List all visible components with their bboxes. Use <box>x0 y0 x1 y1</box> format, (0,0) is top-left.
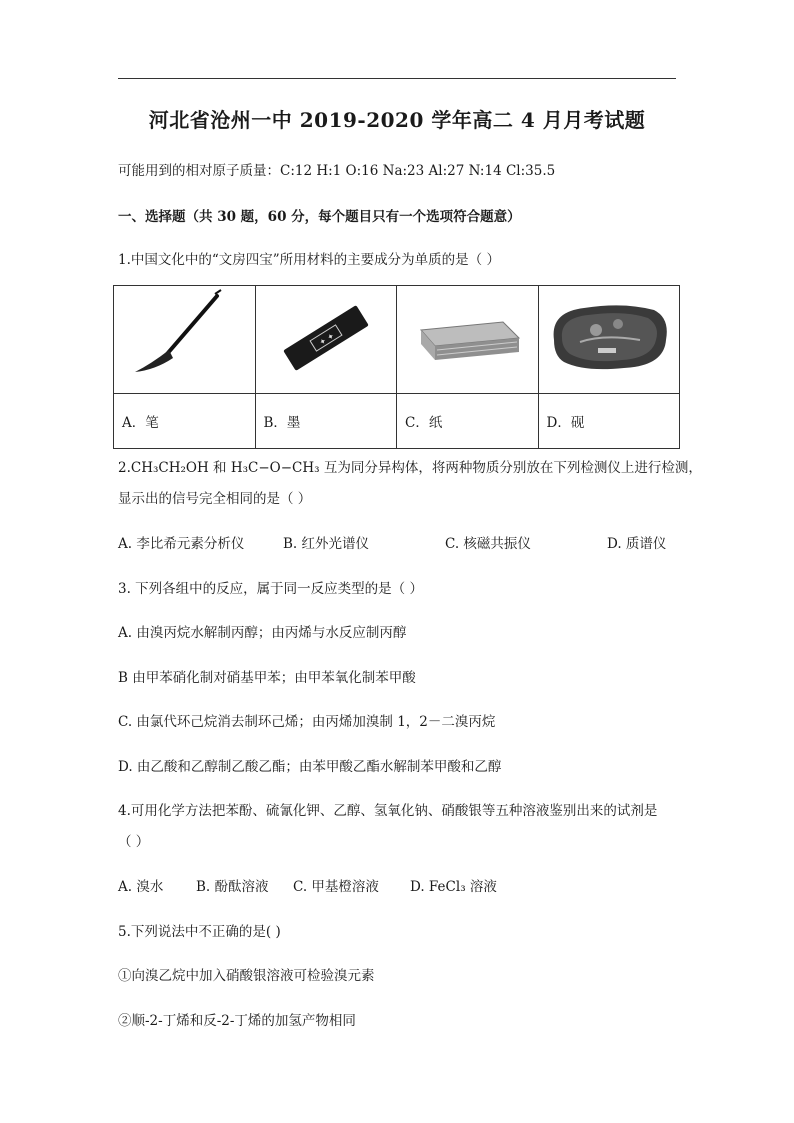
q2-stem-line2: 显示出的信号完全相同的是（ ） <box>118 491 312 507</box>
q2-option-d: D. 质谱仪 <box>607 536 667 552</box>
q1-stem: 1.中国文化中的“文房四宝”所用材料的主要成分为单质的是（ ） <box>118 252 500 268</box>
q1-option-d-image <box>538 286 680 394</box>
q1-option-c: C．纸 <box>397 394 539 449</box>
q1-option-a-image <box>114 286 256 394</box>
brush-icon <box>129 288 239 388</box>
q4-option-a: A. 溴水 <box>118 879 164 895</box>
ink-stick-icon <box>271 288 381 388</box>
q3-option-b: B 由甲苯硝化制对硝基甲苯；由甲苯氧化制苯甲酸 <box>118 670 416 686</box>
q2-option-a: A. 李比希元素分析仪 <box>118 536 245 552</box>
q2-option-b: B. 红外光谱仪 <box>283 536 370 552</box>
q4-stem-line2: （ ） <box>118 834 150 850</box>
q3-option-c: C. 由氯代环己烷消去制环己烯；由丙烯加溴制 1，2－二溴丙烷 <box>118 714 496 730</box>
q2-option-c: C. 核磁共振仪 <box>445 536 531 552</box>
section-heading: 一、选择题（共 30 题，60 分，每个题目只有一个选项符合题意） <box>118 209 521 225</box>
svg-text:✦ ✦: ✦ ✦ <box>317 330 336 347</box>
q1-options-table <box>113 285 680 449</box>
q3-stem: 3. 下列各组中的反应，属于同一反应类型的是（ ） <box>118 581 423 597</box>
q4-stem-line1: 4.可用化学方法把苯酚、硫氰化钾、乙醇、氢氧化钠、硝酸银等五种溶液鉴别出来的试剂是 <box>118 803 658 819</box>
q5-stem: 5.下列说法中不正确的是( ) <box>118 924 281 940</box>
q5-item-1: ①向溴乙烷中加入硝酸银溶液可检验溴元素 <box>118 968 375 984</box>
atomic-masses: 可能用到的相对原子质量：C:12 H:1 O:16 Na:23 Al:27 N:14 Cl:35.5 <box>118 163 556 179</box>
q4-option-c: C. 甲基橙溶液 <box>293 879 379 895</box>
q1-option-b: B．墨 <box>255 394 397 449</box>
inkstone-icon <box>544 288 674 388</box>
q4-option-d: D. FeCl₃ 溶液 <box>410 879 497 895</box>
q3-option-a: A. 由溴丙烷水解制丙醇；由丙烯与水反应制丙醇 <box>118 625 407 641</box>
paper-stack-icon <box>407 288 527 388</box>
q4-option-b: B. 酚酞溶液 <box>196 879 269 895</box>
q1-option-a: A．笔 <box>114 394 256 449</box>
q1-option-c-image <box>397 286 539 394</box>
q1-option-d: D．砚 <box>538 394 680 449</box>
q5-item-2: ②顺-2-丁烯和反-2-丁烯的加氢产物相同 <box>118 1013 356 1029</box>
q2-stem-line1: 2.CH₃CH₂OH 和 H₃C−O−CH₃ 互为同分异构体，将两种物质分别放在下列检测仪上进行检测， <box>118 460 702 476</box>
q1-option-b-image <box>255 286 397 394</box>
q3-option-d: D. 由乙酸和乙醇制乙酸乙酯；由苯甲酸乙酯水解制苯甲酸和乙醇 <box>118 759 502 775</box>
page-title: 河北省沧州一中 2019-2020 学年高二 4 月月考试题 <box>148 108 646 132</box>
header-rule <box>118 78 676 79</box>
